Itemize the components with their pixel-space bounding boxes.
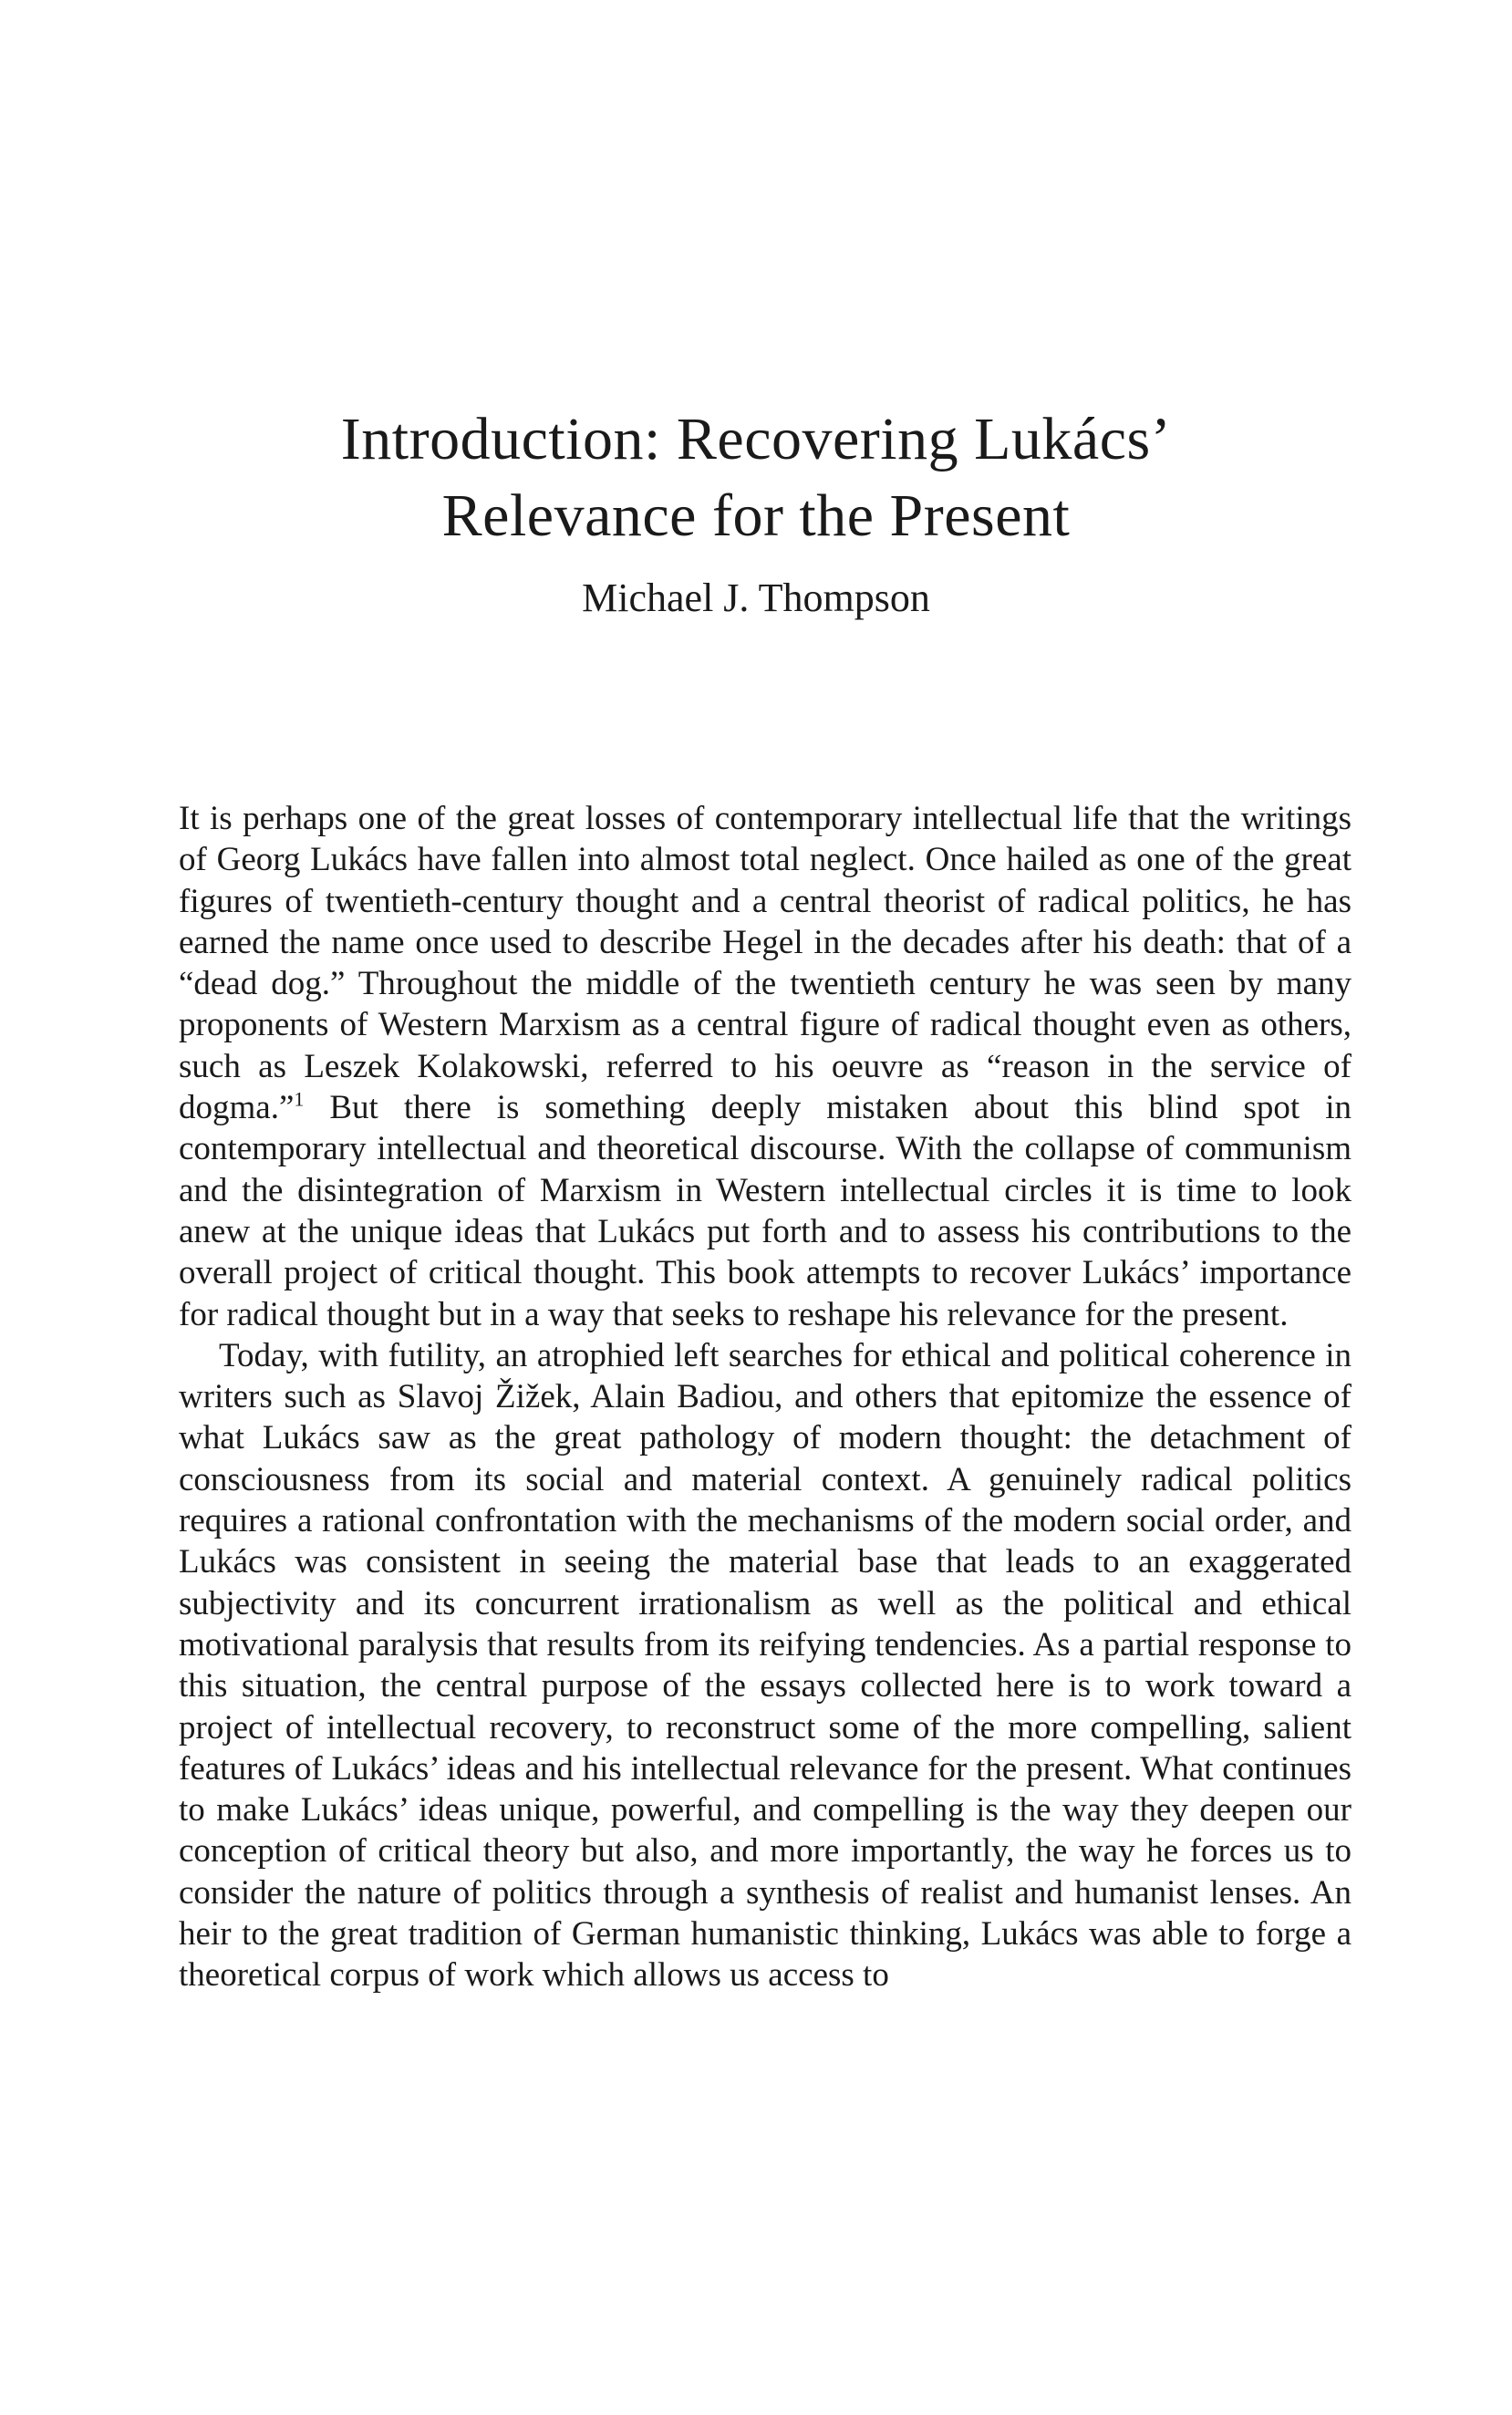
paragraph-1-text-b: But there is something deeply mistaken about this blind spot in contemporary intellectual and theoretical discourse. With the collapse of communism and the disintegration of Marxism in Western intellectual circles it is time to look anew at the unique ideas that Lukács put forth and to assess his contributions to the overall project of critical thought. This book attempts to recover Lukács’ importance for radical thought but in a way that seeks to reshape his relevance for the present. <box>179 1089 1351 1333</box>
body-text <box>179 798 1351 1996</box>
paragraph-2: Today, with futility, an atrophied left searches for ethical and political coherence in writers such as Slavoj Žižek, Alain Badiou, and others that epitomize the essence of what Lukács saw as the great pathology of modern thought: the detachment of consciousness from its social and material context. A genuinely radical politics requires a rational confrontation with the mechanisms of the modern social order, and Lukács was consistent in seeing the material base that leads to an exaggerated subjectivity and its concurrent irrationalism as well as the political and ethical motivational paralysis that results from its reifying tendencies. As a partial response to this situation, the central purpose of the essays collected here is to work toward a project of intellectual recovery, to reconstruct some of the more compelling, salient features of Lukács’ ideas and his intellectual relevance for the present. What continues to make Lukács’ ideas unique, powerful, and compelling is the way they deepen our conception of critical theory but also, and more importantly, the way he forces us to consider the nature of politics through a synthesis of realist and humanist lenses. An heir to the great tradition of German humanistic thinking, Lukács was able to forge a theoretical corpus of work which allows us access to <box>179 1336 1351 1995</box>
paragraph-1 <box>179 798 1351 1335</box>
author-name: Michael J. Thompson <box>582 575 930 620</box>
chapter-title-line-1: Introduction: Recovering Lukács’ <box>340 406 1172 472</box>
paragraph-1-text-a: It is perhaps one of the great losses of contemporary intellectual life that the writings of Georg Lukács have fallen into almost total neglect. Once hailed as one of the great figures of twentieth-century thought and a central theorist of radical politics, he has earned the name once used to describe Hegel in the decades after his death: that of a “dead dog.” Throughout the middle of the twentieth century he was seen by many proponents of Western Marxism as a central figure of radical thought even as others, such as Leszek Kolakowski, referred to his oeuvre as “reason in the service of dogma.” <box>179 800 1351 1127</box>
chapter-title-line-2: Relevance for the Present <box>441 482 1071 549</box>
footnote-marker[interactable]: 1 <box>294 1087 305 1111</box>
chapter-title <box>0 401 1512 555</box>
